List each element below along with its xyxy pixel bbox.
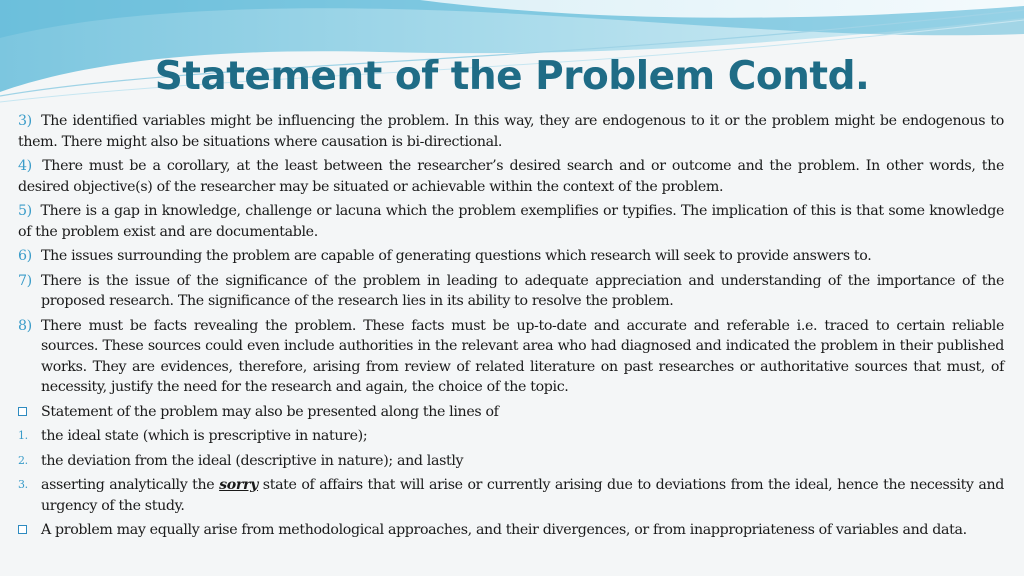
number-2: 2. [18, 453, 28, 467]
list-item-8-text: There must be facts revealing the problem. These facts must be up-to-date and accurate and referable i.e. traced to certain reliable sources. These sources could even include authorities in the relevant area who had diagnosed and indicated the problem in their published works. They are evidences, therefore, arising from review of related literature on past researches or authoritative sources that must, of necessity, justify the need for the research and again, the choice of the topic. [41, 317, 1004, 395]
paragraph-4-text: There must be a corollary, at the least between the researcher’s desired search and or outcome and the problem. In other words, the desired objective(s) of the researcher may be situated or achievable within the context of the problem. [18, 158, 1004, 195]
square-bullet-icon [18, 402, 41, 423]
paragraph-3-text: The identified variables might be influencing the problem. In this way, they are endogenous to it or the problem might be endogenous to them. There might also be situations where causation is bi-directional. [18, 113, 1004, 150]
numbered-item-3-pre: asserting analytically the [41, 477, 215, 493]
marker-4: 4) [18, 158, 32, 174]
marker-5: 5) [18, 203, 32, 219]
marker-8: 8) [18, 317, 32, 334]
slide-title: Statement of the Problem Contd. [154, 54, 870, 99]
marker-6: 6) [18, 248, 32, 264]
numbered-item-3 [18, 475, 1004, 516]
numbered-item-3-post: state of affairs that will arise or currently arising due to deviations from the ideal, hence the necessity and urgency of the study. [41, 477, 1004, 514]
number-3: 3. [18, 478, 28, 491]
paragraph-5 [18, 201, 1004, 242]
numbered-item-1 [18, 426, 1004, 447]
numbered-item-2-text: the deviation from the ideal (descriptive in nature); and lastly [41, 452, 464, 469]
paragraph-5-text: There is a gap in knowledge, challenge or lacuna which the problem exemplifies or typifies. The implication of this is that some knowledge of the problem exist and are documentable. [18, 203, 1004, 240]
paragraph-3 [18, 111, 1004, 152]
list-item-7 [18, 271, 1004, 312]
bullet-item-1 [18, 402, 1004, 423]
list-item-7-text: There is the issue of the significance of the problem in leading to adequate appreciation and understanding of the importance of the proposed research. The significance of the research lies in its ability to resolve the problem. [41, 272, 1004, 309]
list-item-8 [18, 316, 1004, 398]
marker-3: 3) [18, 113, 32, 129]
marker-7: 7) [18, 272, 32, 289]
slide-body [18, 111, 1004, 545]
bullet-item-2 [18, 520, 1004, 541]
list-item-6 [18, 246, 1004, 267]
number-1: 1. [18, 429, 28, 442]
numbered-item-1-text: the ideal state (which is prescriptive in nature); [41, 428, 368, 444]
bullet-item-1-text: Statement of the problem may also be presented along the lines of [41, 403, 499, 420]
square-bullet-icon [18, 520, 41, 541]
numbered-item-3-text [41, 475, 1004, 516]
bullet-item-2-text: A problem may equally arise from methodological approaches, and their divergences, or from inappropriateness of variables and data. [41, 522, 967, 538]
paragraph-4 [18, 156, 1004, 197]
numbered-item-2 [18, 451, 1004, 472]
list-item-6-text: The issues surrounding the problem are capable of generating questions which research will seek to provide answers to. [41, 248, 872, 264]
emphasis-sorry: sorry [219, 477, 259, 493]
